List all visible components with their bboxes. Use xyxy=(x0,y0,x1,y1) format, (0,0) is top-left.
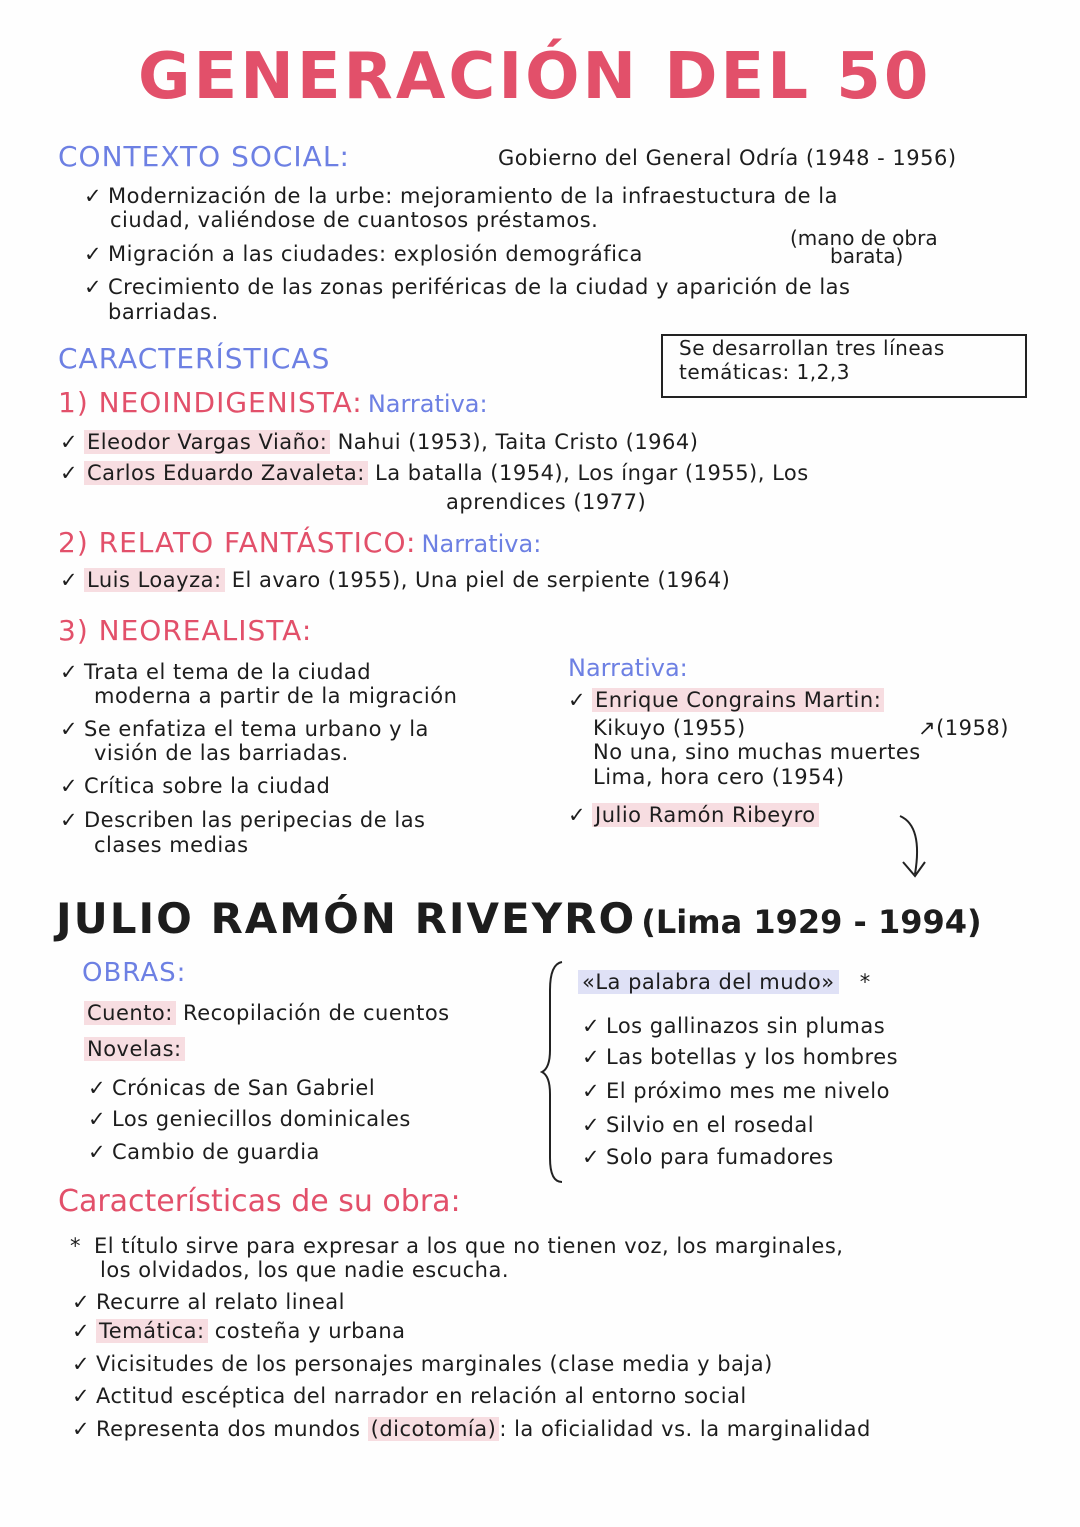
brace-icon xyxy=(540,960,570,1185)
asterisk-icon: * xyxy=(859,970,871,994)
author-item: ✓ Eleodor Vargas Viaño: Nahui (1953), Taita Cristo (1964) xyxy=(60,430,699,454)
cuento-item: ✓ El próximo mes me nivelo xyxy=(582,1079,890,1103)
work-note: ↗(1958) xyxy=(918,716,1009,740)
obra-caract-item: ✓ Actitud escéptica del narrador en relación al entorno social xyxy=(72,1384,747,1408)
novela-item: ✓ Crónicas de San Gabriel xyxy=(88,1076,376,1100)
author-item: ✓ Enrique Congrains Martin: xyxy=(568,688,884,712)
neorealista-item: ✓ Describen las peripecias de las xyxy=(60,808,426,832)
fantastico-heading: 2) RELATO FANTÁSTICO: Narrativa: xyxy=(58,526,542,559)
ribeyro-heading: JULIO RAMÓN RIVEYRO (Lima 1929 - 1994) xyxy=(56,894,982,943)
author-item: ✓ Carlos Eduardo Zavaleta: La batalla (1954), Los íngar (1955), Los xyxy=(60,461,809,485)
obra-caract-item: * El título sirve para expresar a los que no tienen voz, los marginales, xyxy=(70,1234,844,1258)
obra-caract-item: ✓ Representa dos mundos (dicotomía) : la oficialidad vs. la marginalidad xyxy=(72,1417,871,1441)
novela-item: ✓ Cambio de guardia xyxy=(88,1140,320,1164)
neorealista-item: ✓ Se enfatiza el tema urbano y la xyxy=(60,717,429,741)
novela-item: ✓ Los geniecillos dominicales xyxy=(88,1107,411,1131)
page-title: GENERACIÓN DEL 50 xyxy=(138,40,932,114)
obra-caract-item: ✓ Temática: costeña y urbana xyxy=(72,1319,406,1343)
contexto-heading: CONTEXTO SOCIAL: xyxy=(58,140,350,173)
box-line: temáticas: 1,2,3 xyxy=(679,360,850,384)
contexto-item-cont: barriadas. xyxy=(108,300,219,324)
gobierno-text: Gobierno del General Odría (1948 - 1956) xyxy=(498,146,957,170)
neorealista-item: ✓ Crítica sobre la ciudad xyxy=(60,774,331,798)
neorealista-item-cont: moderna a partir de la migración xyxy=(94,684,458,708)
neoindigenista-heading: 1) NEOINDIGENISTA: Narrativa: xyxy=(58,386,488,419)
neorealista-item-cont: visión de las barriadas. xyxy=(94,741,349,765)
cuento-line: Cuento: Recopilación de cuentos xyxy=(84,1001,450,1025)
work-item: Kikuyo (1955) xyxy=(593,716,746,740)
obra-caract-item: ✓ Vicisitudes de los personajes marginales (clase media y baja) xyxy=(72,1352,773,1376)
curved-arrow-icon: ↗ xyxy=(918,716,937,740)
mano-obra-note-2: barata) xyxy=(830,244,904,268)
asterisk-icon: * xyxy=(70,1234,81,1258)
author-item: ✓ Julio Ramón Ribeyro xyxy=(568,803,819,827)
box-line: Se desarrollan tres líneas xyxy=(679,336,945,360)
obras-heading: OBRAS: xyxy=(82,958,187,988)
palabra-del-mudo: «La palabra del mudo» * xyxy=(578,970,871,994)
work-item: No una, sino muchas muertes xyxy=(593,740,921,764)
cuento-item: ✓ Silvio en el rosedal xyxy=(582,1113,815,1137)
contexto-item: ✓ Migración a las ciudades: explosión demográfica xyxy=(84,242,643,266)
obra-caract-item-cont: los olvidados, los que nadie escucha. xyxy=(100,1258,509,1282)
contexto-item: ✓ Crecimiento de las zonas periféricas de la ciudad y aparición de las xyxy=(84,275,851,299)
mano-obra-note: (mano de obra xyxy=(790,226,938,250)
cuento-item: ✓ Las botellas y los hombres xyxy=(582,1045,899,1069)
neorealista-heading: 3) NEOREALISTA: xyxy=(58,614,313,647)
contexto-item-cont: ciudad, valiéndose de cuantosos préstamos. xyxy=(110,208,599,232)
author-item-cont: aprendices (1977) xyxy=(446,490,647,514)
neorealista-item: ✓ Trata el tema de la ciudad xyxy=(60,660,372,684)
obra-caract-heading: Características de su obra: xyxy=(58,1184,461,1219)
obra-caract-item: ✓ Recurre al relato lineal xyxy=(72,1290,345,1314)
cuento-item: ✓ Solo para fumadores xyxy=(582,1145,834,1169)
work-item: Lima, hora cero (1954) xyxy=(593,765,845,789)
novelas-label: Novelas: xyxy=(84,1037,185,1061)
author-item: ✓ Luis Loayza: El avaro (1955), Una piel de serpiente (1964) xyxy=(60,568,731,592)
caracteristicas-heading: CARACTERÍSTICAS xyxy=(58,342,331,375)
lineas-tematicas-box xyxy=(661,334,1027,398)
contexto-item: ✓ Modernización de la urbe: mejoramiento de la infraestuctura de la xyxy=(84,184,838,208)
cuento-item: ✓ Los gallinazos sin plumas xyxy=(582,1014,886,1038)
narrativa-label: Narrativa: xyxy=(568,654,688,682)
down-arrow-icon xyxy=(895,812,935,884)
neorealista-item-cont: clases medias xyxy=(94,833,249,857)
